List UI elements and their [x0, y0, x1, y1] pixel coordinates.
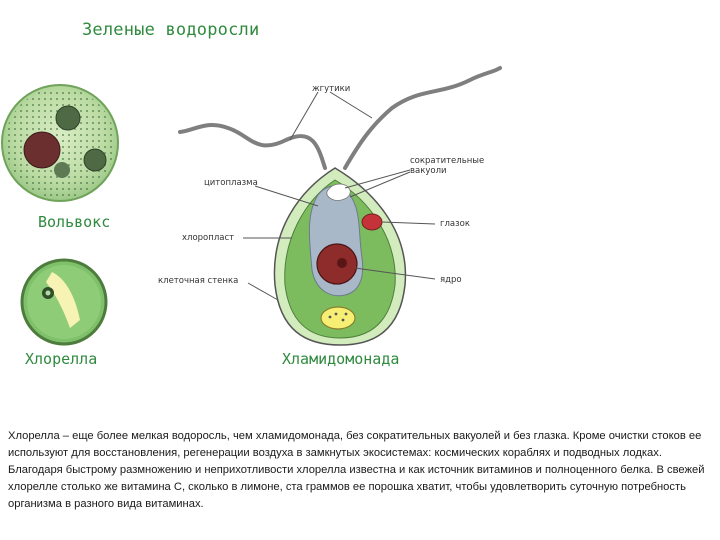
description-text: Хлорелла – еще более мелкая водоросль, чем хламидомонада, без сократительных вакуолей и без глазка. Кроме очистки стоков ее используют для восстановления, регенерации воздуха в замкнутых экосистемах: космических кораблях и подводных лодках. Благодаря быстрому размножению и неприхотливости хлорелла известна и как источник витаминов и полноценного белка. В свежей хлорелле столько же витамина С, сколько в лимоне, ста граммов ее порошка хватит, чтобы удовлетворить суточную потребность организма в разного вида витаминах. — [8, 430, 705, 510]
label-flagella: жгутики — [312, 84, 351, 94]
page-title: Зеленые водоросли — [82, 20, 260, 40]
caption-volvox: Вольвокс — [38, 213, 111, 231]
label-cell-wall: клеточная стенка — [158, 276, 239, 286]
caption-chlorella: Хлорелла — [25, 350, 98, 368]
label-nucleus: ядро — [440, 275, 462, 285]
label-chloroplast: хлоропласт — [182, 233, 235, 243]
label-eyespot: глазок — [440, 219, 470, 229]
volvox-illustration — [2, 85, 118, 201]
label-contractile-vacuoles: сократительные вакуоли — [410, 156, 485, 176]
label-cytoplasm: цитоплазма — [204, 178, 258, 188]
chlamydomonas-illustration — [180, 68, 500, 345]
caption-chlamydomonas: Хламидомонада — [282, 350, 400, 368]
chlorella-illustration — [22, 260, 106, 344]
